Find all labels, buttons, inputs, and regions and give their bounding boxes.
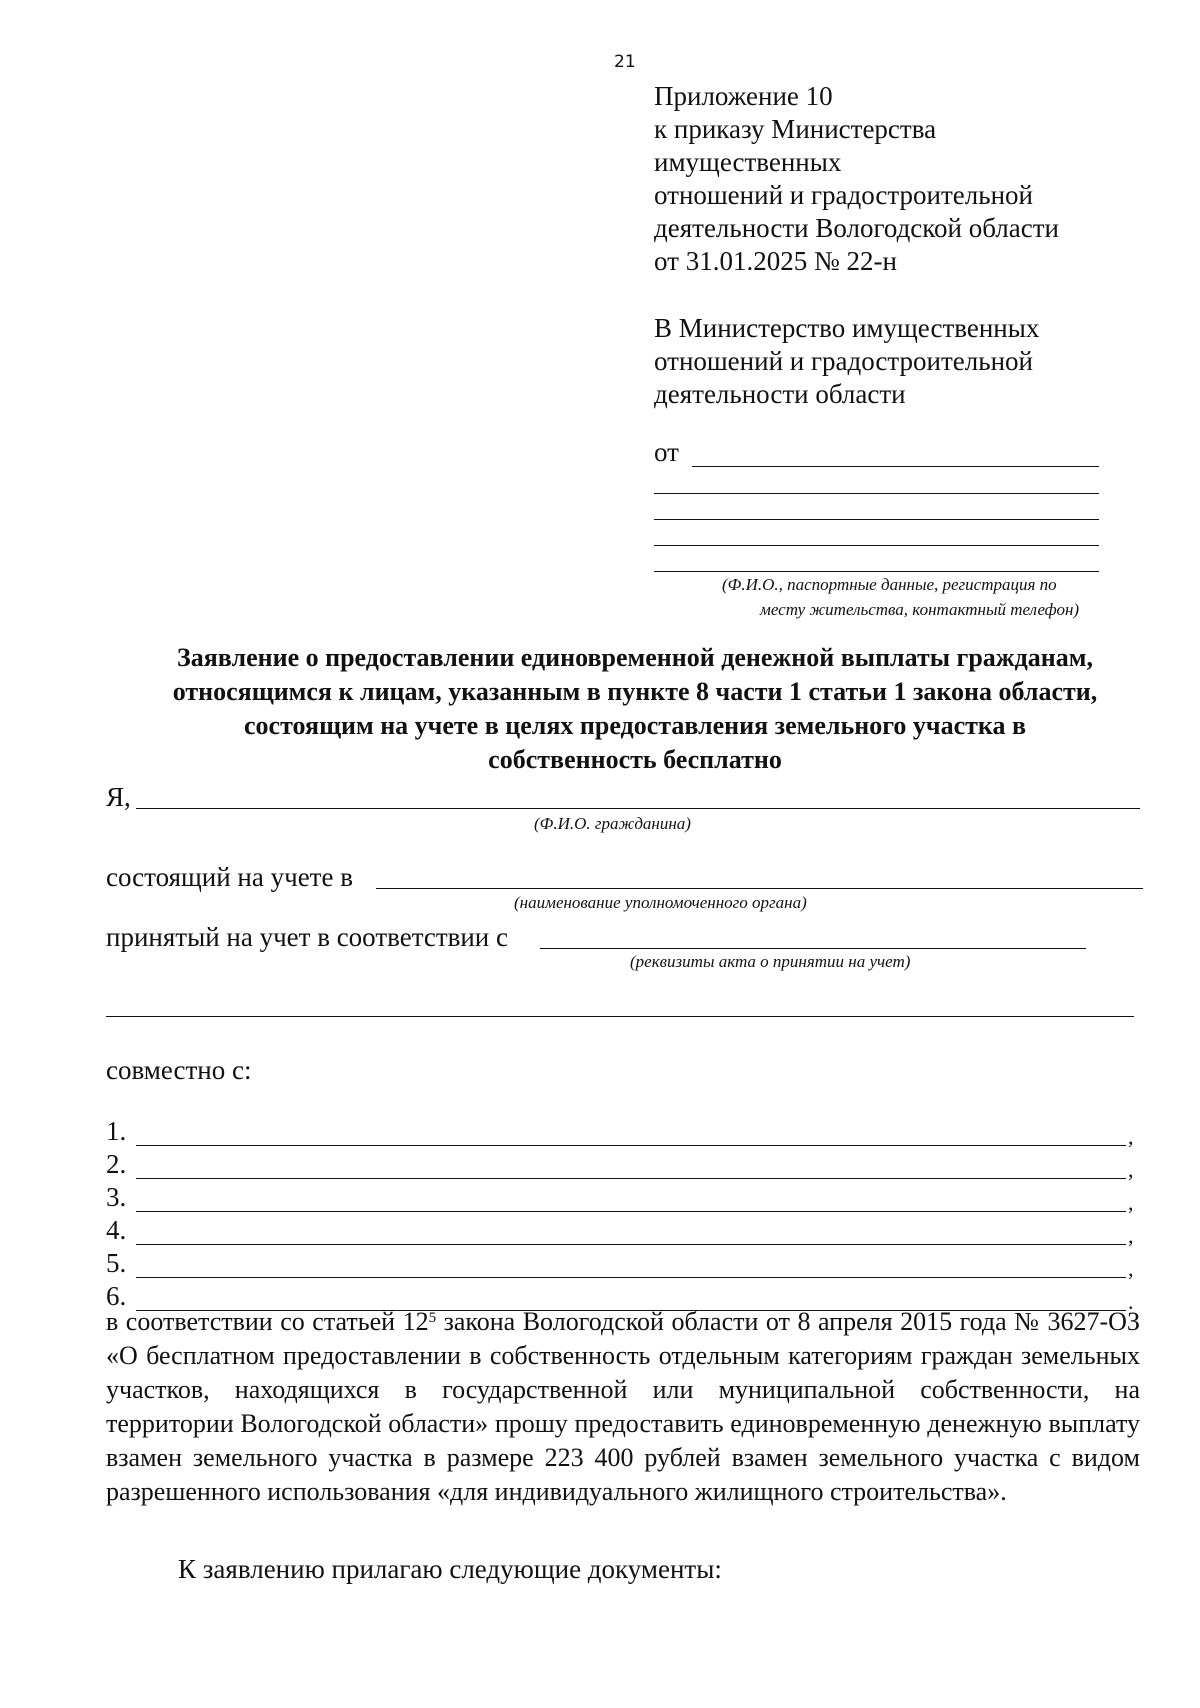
member-end-mark: , [1128, 1124, 1134, 1149]
applicant-hint: месту жительства, контактный телефон) [760, 600, 1080, 619]
attachments-label: К заявлению прилагаю следующие документы: [178, 1554, 722, 1584]
act-hint: (реквизиты акта о принятии на учет) [630, 952, 911, 971]
request-text-part1: в соответствии со статьей 12 [106, 1307, 429, 1336]
member-end-mark: , [1128, 1190, 1134, 1215]
member-input-line[interactable] [136, 1211, 1126, 1212]
from-label: от [654, 437, 679, 467]
applicant-input-line[interactable] [654, 493, 1099, 494]
title-line: состоящим на учете в целях предоставления земельного участка в [243, 711, 1027, 740]
member-number: 3. [106, 1182, 127, 1212]
act-input-line-extra[interactable] [106, 1016, 1134, 1017]
article-superscript: 5 [428, 1310, 437, 1326]
member-input-line[interactable] [136, 1244, 1126, 1245]
fio-input-line[interactable] [136, 808, 1140, 809]
appendix-line: деятельности Вологодской области [654, 213, 1059, 243]
request-paragraph [106, 1305, 1140, 1509]
member-number: 6. [106, 1281, 127, 1311]
member-end-mark: , [1128, 1223, 1134, 1248]
appendix-line: Приложение 10 [654, 81, 833, 111]
authority-input-line[interactable] [376, 888, 1143, 889]
title-line: Заявление о предоставлении единовременной денежной выплаты гражданам, [177, 643, 1093, 672]
fio-hint: (Ф.И.О. гражданина) [534, 814, 691, 833]
applicant-input-line[interactable] [692, 466, 1099, 467]
act-input-line[interactable] [540, 948, 1086, 949]
applicant-input-line[interactable] [654, 545, 1099, 546]
document-title [90, 641, 1180, 777]
page-number: 21 [614, 52, 636, 72]
member-end-mark: , [1128, 1157, 1134, 1182]
member-number: 2. [106, 1149, 127, 1179]
request-text-part2: закона Вологодской области от 8 апреля 2015 года № 3627-ОЗ «О бесплатном предоставлении в собственность отдельным категориям граждан земельных участков, находящихся в государственной или муниципальной собственности, на территории Вологодской области» прошу предоставить единовременную денежную выплату взамен земельного участка в размере 223 400 рублей взамен земельного участка с видом разрешенного использования «для индивидуального жилищного строительства». [106, 1307, 1140, 1506]
accepted-label: принятый на учет в соответствии с [106, 922, 508, 952]
title-line: относящимся к лицам, указанным в пункте 8 части 1 статьи 1 закона области, [172, 677, 1098, 706]
i-label: Я, [106, 782, 131, 812]
appendix-line: к приказу Министерства [654, 114, 937, 144]
authority-hint: (наименование уполномоченного органа) [514, 893, 807, 912]
title-line: собственность бесплатно [488, 745, 782, 774]
member-number: 4. [106, 1215, 127, 1245]
registered-label: состоящий на учете в [106, 862, 353, 892]
addressee-block [654, 312, 1039, 411]
member-end-mark: , [1128, 1256, 1134, 1281]
applicant-input-line[interactable] [654, 519, 1099, 520]
addressee-line: деятельности области [654, 379, 906, 409]
member-input-line[interactable] [136, 1178, 1126, 1179]
member-input-line[interactable] [136, 1277, 1126, 1278]
appendix-header [654, 80, 1059, 278]
addressee-line: В Министерство имущественных [654, 313, 1040, 343]
addressee-line: отношений и градостроительной [654, 346, 1033, 376]
applicant-input-line[interactable] [654, 571, 1099, 572]
member-number: 5. [106, 1248, 127, 1278]
member-end-mark: . [1128, 1289, 1134, 1314]
appendix-line: отношений и градостроительной [654, 180, 1033, 210]
together-label: совместно с: [106, 1055, 252, 1085]
applicant-hint: (Ф.И.О., паспортные данные, регистрация по [722, 575, 1057, 594]
appendix-line: имущественных [654, 147, 842, 177]
member-input-line[interactable] [136, 1145, 1126, 1146]
member-number: 1. [106, 1116, 127, 1146]
appendix-line: от 31.01.2025 № 22-н [654, 246, 897, 276]
